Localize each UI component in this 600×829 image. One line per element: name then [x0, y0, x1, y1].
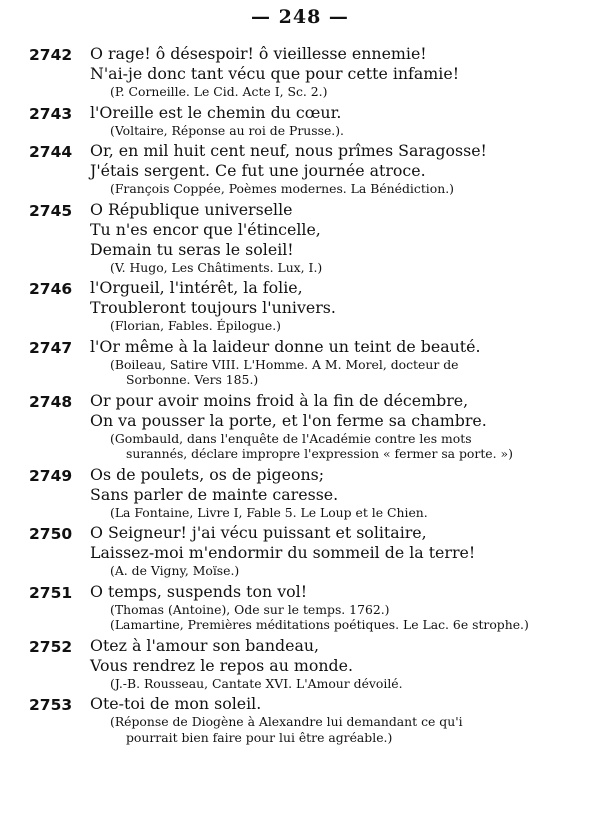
entry-2742 — [0, 44, 600, 100]
entry-2747 — [0, 337, 600, 388]
source-citation: (Voltaire, Réponse au roi de Prusse.). — [110, 122, 344, 138]
verse-line: Os de poulets, os de pigeons; — [90, 464, 325, 484]
entry-number: 2750 — [29, 525, 73, 543]
source-citation-continued: pourrait bien faire pour lui être agréable.) — [126, 729, 393, 745]
entry-number: 2751 — [29, 583, 73, 602]
entry-2749 — [0, 465, 600, 521]
source-citation: (Lamartine, Premières méditations poétiques. Le Lac. 6e strophe.) — [110, 617, 529, 632]
source-citation: (P. Corneille. Le Cid. Acte I, Sc. 2.) — [110, 84, 328, 99]
verse-line: l'Orgueil, l'intérêt, la folie, — [90, 278, 303, 297]
verse-line: Demain tu seras le soleil! — [90, 239, 294, 259]
entry-2750 — [0, 523, 600, 579]
entry-2748 — [0, 391, 600, 462]
quotation-list — [0, 44, 600, 748]
source-citation: (V. Hugo, Les Châtiments. Lux, I.) — [110, 259, 323, 275]
verse-line: Otez à l'amour son bandeau, — [90, 635, 320, 655]
source-citation: (Florian, Fables. Épilogue.) — [110, 318, 281, 333]
verse-line: Or pour avoir moins froid à la fin de décembre, — [90, 390, 469, 410]
source-citation: (La Fontaine, Livre I, Fable 5. Le Loup et le Chien. — [110, 504, 428, 520]
source-citation-continued: surannés, déclare impropre l'expression « fermer sa porte. ») — [126, 446, 513, 461]
verse-line: Tu n'es encor que l'étincelle, — [90, 219, 321, 239]
source-citation-continued: Sorbonne. Vers 185.) — [126, 372, 259, 387]
verse-line: Laissez-moi m'endormir du sommeil de la terre! — [90, 543, 476, 562]
entry-number: 2752 — [29, 637, 73, 656]
entry-number: 2753 — [29, 696, 73, 714]
verse-line: l'Oreille est le chemin du cœur. — [90, 102, 342, 122]
source-citation: (Thomas (Antoine), Ode sur le temps. 1762.) — [110, 601, 390, 617]
verse-line: Sans parler de mainte caresse. — [90, 484, 339, 504]
verse-line: O temps, suspends ton vol! — [90, 581, 308, 601]
source-citation: (Gombauld, dans l'enquête de l'Académie contre les mots — [110, 430, 472, 446]
entry-2753 — [0, 694, 600, 745]
verse-line: O rage! ô désespoir! ô vieillesse ennemie! — [90, 44, 427, 63]
entry-2746 — [0, 278, 600, 334]
verse-line: l'Or même à la laideur donne un teint de beauté. — [90, 336, 481, 356]
entry-2751 — [0, 582, 600, 633]
entry-number: 2746 — [29, 280, 73, 298]
verse-line: On va pousser la porte, et l'on ferme sa chambre. — [90, 410, 487, 430]
source-citation: (J.-B. Rousseau, Cantate XVI. L'Amour dévoilé. — [110, 675, 403, 691]
entry-number: 2747 — [29, 338, 73, 357]
entry-number: 2748 — [29, 392, 73, 411]
entry-number: 2745 — [29, 201, 73, 220]
verse-line: Troubleront toujours l'univers. — [90, 298, 336, 317]
entry-2745 — [0, 200, 600, 276]
entry-2744 — [0, 141, 600, 197]
entry-number: 2744 — [29, 143, 73, 161]
entry-number: 2743 — [29, 104, 73, 123]
verse-line: Vous rendrez le repos au monde. — [90, 655, 354, 675]
source-citation: (François Coppée, Poèmes modernes. La Bénédiction.) — [110, 181, 454, 196]
verse-line: J'étais sergent. Ce fut une journée atroce. — [90, 161, 426, 180]
verse-line: N'ai-je donc tant vécu que pour cette infamie! — [90, 64, 460, 83]
source-citation: (Boileau, Satire VIII. L'Homme. A M. Morel, docteur de — [110, 356, 459, 372]
entry-2752 — [0, 636, 600, 692]
source-citation: (A. de Vigny, Moïse.) — [110, 563, 240, 578]
verse-line: Or, en mil huit cent neuf, nous prîmes Saragosse! — [90, 141, 487, 160]
verse-line: O République universelle — [90, 199, 293, 219]
entry-2743 — [0, 103, 600, 139]
source-citation: (Réponse de Diogène à Alexandre lui demandant ce qu'i — [110, 714, 463, 729]
entry-number: 2742 — [29, 46, 73, 64]
page-number: — 248 — — [251, 6, 349, 28]
verse-line: Ote-toi de mon soleil. — [90, 694, 262, 713]
verse-line: O Seigneur! j'ai vécu puissant et solitaire, — [90, 523, 427, 542]
entry-number: 2749 — [29, 466, 73, 485]
